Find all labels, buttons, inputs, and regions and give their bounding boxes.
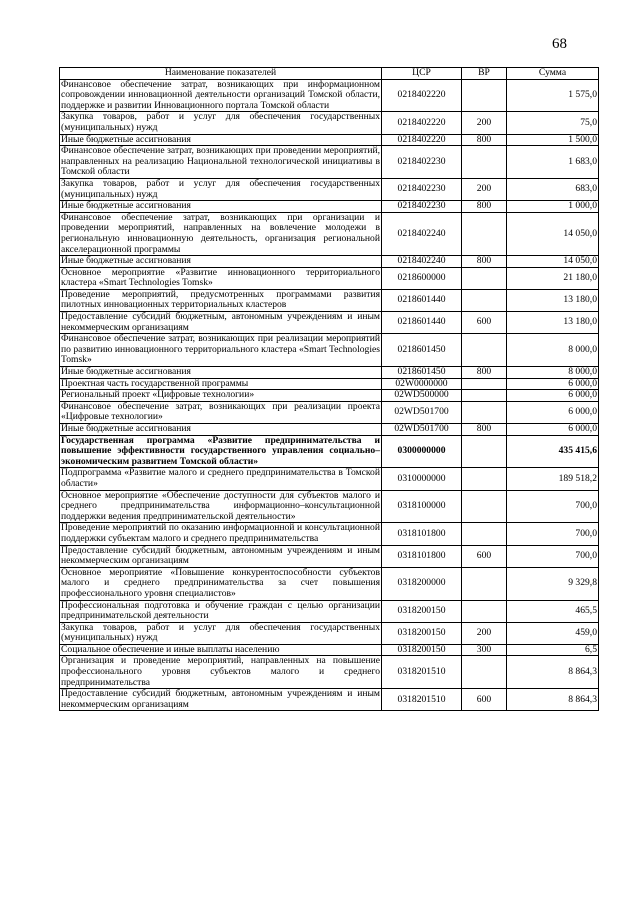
cell-csr: 0218402240 [382, 212, 462, 255]
cell-name: Подпрограмма «Развитие малого и среднего предпринимательства в Томской области» [61, 467, 380, 489]
cell-name: Иные бюджетные ассигнования [60, 367, 382, 379]
cell-csr: 0318201510 [382, 689, 462, 711]
cell-name: Проведение мероприятий, предусмотренных программами развития пилотных инновационных территориальных кластеров [61, 288, 380, 311]
table-row [60, 378, 599, 390]
cell-vr: 800 [462, 367, 507, 379]
cell-csr: 0218402230 [382, 146, 462, 179]
cell-vr [462, 334, 507, 367]
cell-vr: 200 [462, 178, 507, 200]
cell-sum: 700,0 [507, 545, 599, 567]
cell-name: Финансовое обеспечение затрат, возникающих при реализации мероприятий по развитию инновационного территориального кластера «Smart Technologies Tomsk» [61, 333, 380, 366]
cell-name: Закупка товаров, работ и услуг для обеспечения государственных (муниципальных) нужд [61, 177, 380, 200]
cell-vr [462, 146, 507, 179]
cell-vr [462, 267, 507, 289]
cell-vr [462, 567, 507, 600]
cell-sum: 75,0 [507, 112, 599, 134]
cell-sum: 14 050,0 [507, 256, 599, 268]
cell-csr: 0218600000 [382, 267, 462, 289]
table-row [60, 146, 599, 179]
header-name: Наименование показателей [60, 68, 382, 80]
cell-name: Предоставление субсидий бюджетным, автономным учреждениям и иным некоммерческим организациям [61, 544, 380, 567]
table-row [60, 523, 599, 545]
table-row [60, 424, 599, 436]
cell-sum: 1 500,0 [507, 134, 599, 146]
cell-csr: 0218601440 [382, 289, 462, 311]
table-row [60, 256, 599, 268]
cell-name: Финансовое обеспечение затрат, возникающих при проведении мероприятий, направленных на реализацию Национальной технологической инициативы в Томской области [61, 145, 380, 178]
table-header-row [60, 68, 599, 80]
cell-name: Финансовое обеспечение затрат, возникающих при реализации проекта «Цифровые технологии» [61, 400, 380, 423]
cell-vr [462, 378, 507, 390]
cell-name: Иные бюджетные ассигнования [60, 134, 382, 146]
cell-csr: 0218402220 [382, 112, 462, 134]
table-row [60, 367, 599, 379]
cell-sum: 6 000,0 [507, 390, 599, 402]
table-row [60, 390, 599, 402]
cell-sum: 8 864,3 [507, 689, 599, 711]
cell-vr: 800 [462, 134, 507, 146]
cell-csr: 0318201510 [382, 656, 462, 689]
cell-sum: 1 575,0 [507, 79, 599, 112]
cell-name: Основное мероприятие «Развитие инновационного территориального кластера «Smart Technologies Tomsk» [61, 266, 380, 289]
budget-table [59, 67, 599, 711]
table-row [60, 567, 599, 600]
cell-sum: 8 864,3 [507, 656, 599, 689]
cell-vr [462, 656, 507, 689]
cell-sum: 8 000,0 [507, 367, 599, 379]
cell-csr: 02WD501700 [382, 401, 462, 423]
cell-csr: 0218402220 [382, 79, 462, 112]
cell-sum: 6 000,0 [507, 378, 599, 390]
cell-sum: 465,5 [507, 600, 599, 622]
cell-vr [462, 600, 507, 622]
cell-vr [462, 435, 507, 468]
table-row [60, 79, 599, 112]
table-row [60, 401, 599, 423]
cell-csr: 0318100000 [382, 490, 462, 523]
cell-vr: 600 [462, 689, 507, 711]
cell-vr [462, 390, 507, 402]
header-vr: ВР [462, 68, 507, 80]
cell-sum: 9 329,8 [507, 567, 599, 600]
table-row [60, 644, 599, 656]
cell-name: Основное мероприятие «Повышение конкурентоспособности субъектов малого и среднего предпринимательства за счет повышения профессионального уровня специалистов» [61, 566, 380, 599]
table-row [60, 212, 599, 255]
table-row [60, 545, 599, 567]
cell-vr [462, 289, 507, 311]
cell-csr: 0318200150 [382, 644, 462, 656]
cell-sum: 700,0 [507, 490, 599, 523]
cell-csr: 0218601440 [382, 312, 462, 334]
cell-sum: 13 180,0 [507, 289, 599, 311]
cell-vr: 600 [462, 312, 507, 334]
cell-csr: 02W0000000 [382, 378, 462, 390]
cell-csr: 02WD501700 [382, 424, 462, 436]
cell-vr [462, 212, 507, 255]
cell-name: Предоставление субсидий бюджетным, автономным учреждениям и иным некоммерческим организациям [61, 688, 380, 710]
cell-name: Иные бюджетные ассигнования [60, 424, 382, 436]
table-row [60, 689, 599, 711]
cell-name: Иные бюджетные ассигнования [60, 201, 382, 213]
cell-sum: 21 180,0 [507, 267, 599, 289]
cell-sum: 189 518,2 [507, 468, 599, 490]
table-row [60, 178, 599, 200]
cell-csr: 0318200150 [382, 600, 462, 622]
cell-csr: 0218402230 [382, 201, 462, 213]
cell-name: Финансовое обеспечение затрат, возникающих при организации и проведении мероприятий, направленных на вовлечение молодежи в региональную инновационную деятельность, организация региональной акселерационной программы [61, 211, 380, 255]
table-row [60, 656, 599, 689]
cell-name: Закупка товаров, работ и услуг для обеспечения государственных (муниципальных) нужд [61, 621, 380, 644]
table-row [60, 289, 599, 311]
cell-name: Профессиональная подготовка и обучение граждан с целью организации предпринимательской деятельности [61, 599, 380, 622]
cell-name: Государственная программа «Развитие предпринимательства и повышение эффективности государственного управления социально–экономическим развитием Томской области» [61, 434, 380, 467]
cell-sum: 8 000,0 [507, 334, 599, 367]
cell-csr: 0318101800 [382, 545, 462, 567]
cell-name: Финансовое обеспечение затрат, возникающих при информационном сопровождении инновационной деятельности организаций Томской области, поддержке и развитии Инновационного портала Томской области [61, 78, 380, 111]
cell-vr: 800 [462, 424, 507, 436]
table-row [60, 201, 599, 213]
cell-vr [462, 79, 507, 112]
cell-csr: 0218402220 [382, 134, 462, 146]
cell-vr [462, 490, 507, 523]
cell-csr: 0318101800 [382, 523, 462, 545]
cell-csr: 0218601450 [382, 367, 462, 379]
cell-csr: 0318200150 [382, 622, 462, 644]
table-row [60, 468, 599, 490]
table-row [60, 267, 599, 289]
cell-sum: 6 000,0 [507, 401, 599, 423]
cell-csr: 02WD500000 [382, 390, 462, 402]
cell-name: Основное мероприятие «Обеспечение доступности для субъектов малого и среднего предпринимательства информационно–консультационной поддержки ведения предпринимательской деятельности» [61, 489, 380, 522]
cell-sum: 700,0 [507, 523, 599, 545]
cell-vr [462, 468, 507, 490]
table-row [60, 622, 599, 644]
table-row [60, 134, 599, 146]
cell-vr: 600 [462, 545, 507, 567]
cell-sum: 459,0 [507, 622, 599, 644]
cell-vr [462, 401, 507, 423]
cell-name: Закупка товаров, работ и услуг для обеспечения государственных (муниципальных) нужд [61, 111, 380, 133]
cell-sum: 683,0 [507, 178, 599, 200]
cell-csr: 0318200000 [382, 567, 462, 600]
cell-vr: 800 [462, 256, 507, 268]
cell-csr: 0218402240 [382, 256, 462, 268]
table-row [60, 334, 599, 367]
cell-name: Предоставление субсидий бюджетным, автономным учреждениям и иным некоммерческим организациям [61, 311, 380, 333]
table-body [60, 79, 599, 711]
cell-name: Социальное обеспечение и иные выплаты населению [60, 644, 382, 656]
cell-vr: 300 [462, 644, 507, 656]
table-row [60, 112, 599, 134]
cell-vr: 200 [462, 622, 507, 644]
cell-sum: 435 415,6 [507, 435, 599, 468]
cell-sum: 1 683,0 [507, 146, 599, 179]
cell-name: Проектная часть государственной программы [60, 378, 382, 390]
cell-csr: 0310000000 [382, 468, 462, 490]
cell-csr: 0218601450 [382, 334, 462, 367]
table-row [60, 490, 599, 523]
cell-vr: 200 [462, 112, 507, 134]
cell-name: Организация и проведение мероприятий, направленных на повышение профессионального уровня субъектов малого и среднего предпринимательства [61, 655, 380, 688]
cell-name: Иные бюджетные ассигнования [60, 256, 382, 268]
cell-sum: 13 180,0 [507, 312, 599, 334]
cell-sum: 6,5 [507, 644, 599, 656]
table-row [60, 435, 599, 468]
table-row [60, 600, 599, 622]
cell-sum: 14 050,0 [507, 212, 599, 255]
table-row [60, 312, 599, 334]
cell-name: Региональный проект «Цифровые технологии» [60, 390, 382, 402]
cell-name: Проведение мероприятий по оказанию информационной и консультационной поддержки субъектам малого и среднего предпринимательства [61, 522, 380, 544]
cell-sum: 6 000,0 [507, 424, 599, 436]
cell-csr: 0218402230 [382, 178, 462, 200]
header-sum: Сумма [507, 68, 599, 80]
cell-vr [462, 523, 507, 545]
header-csr: ЦСР [382, 68, 462, 80]
cell-vr: 800 [462, 201, 507, 213]
cell-csr: 0300000000 [382, 435, 462, 468]
cell-sum: 1 000,0 [507, 201, 599, 213]
page-number: 68 [552, 36, 567, 52]
